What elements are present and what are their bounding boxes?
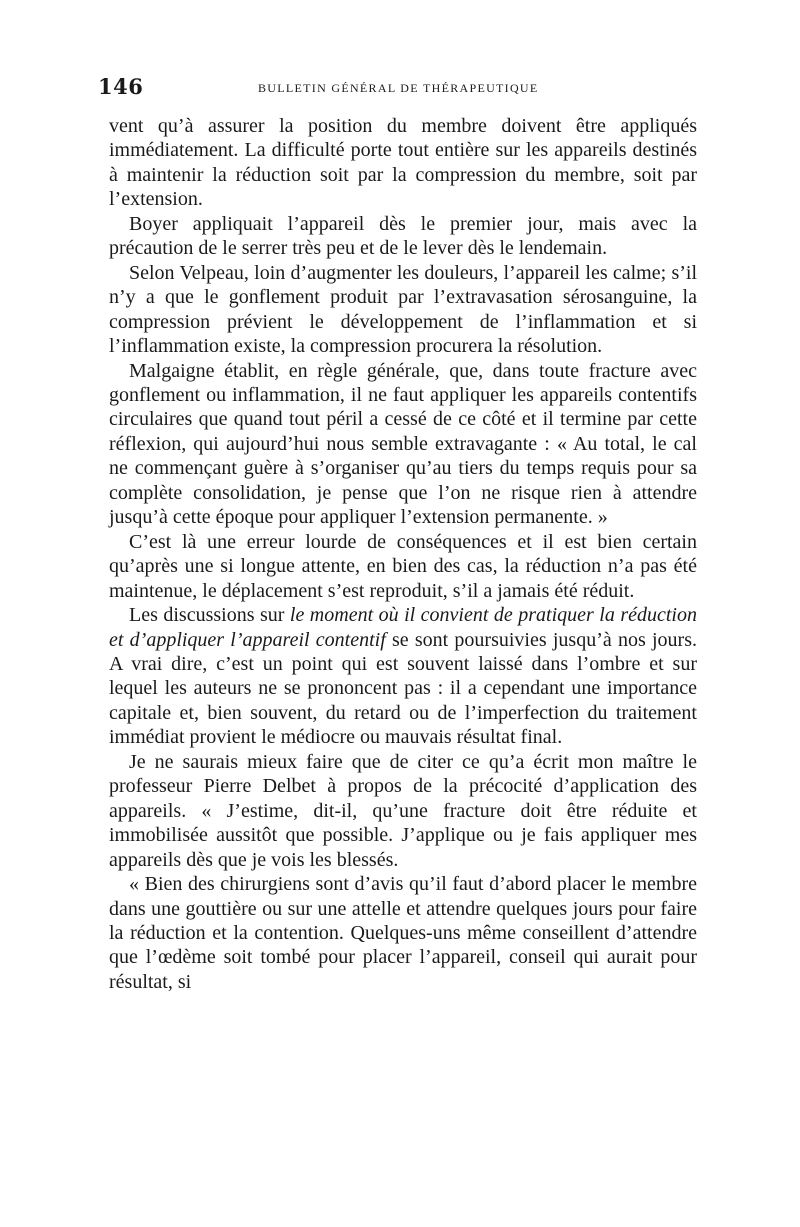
paragraph-malgaigne: Malgaigne établit, en règle générale, que, dans toute fracture avec gonflement ou inflammation, il ne faut appliquer les appareils contentifs circulaires que quand tout péril a cessé de ce côté et il termine par cette réflexion, qui aujourd’hui nous semble extravagante : « Au total, le cal ne commençant guère à s’organiser qu’au tiers du temps requis pour sa complète consolidation, je pense que l’on ne risque rien à attendre jusqu’à cette époque pour appliquer l’extension permanente. » bbox=[109, 359, 697, 529]
paragraph-delbet: Je ne saurais mieux faire que de citer ce qu’a écrit mon maître le professeur Pierre Delbet à propos de la précocité d’application des appareils. « J’estime, dit-il, qu’une fracture doit être réduite et immobilisée aussitôt que possible. J’applique ou je fais appliquer mes appareils dès que je vois les blessés. bbox=[109, 750, 697, 871]
paragraph-quote-chirurgiens: « Bien des chirurgiens sont d’avis qu’il faut d’abord placer le membre dans une gouttière ou sur une attelle et attendre quelques jours pour faire la réduction et la contention. Quelques-uns même conseillent d’attendre que l’œdème soit tombé pour placer l’appareil, conseil qui aurait pour résultat, si bbox=[109, 873, 697, 993]
paragraph-erreur: C’est là une erreur lourde de conséquences et il est bien certain qu’après une si longue attente, en bien des cas, la réduction n’a pas été maintenue, le déplacement s’est reproduit, s’il a jamais été réduit. bbox=[109, 530, 697, 602]
body-text bbox=[109, 114, 697, 994]
page-header bbox=[98, 74, 698, 104]
discussion-italic-phrase: le moment où il convient de pratiquer la réduction et d’appliquer l’appareil contentif bbox=[109, 604, 697, 651]
paragraph-continuation: vent qu’à assurer la position du membre doivent être appliqués immédiatement. La difficulté porte tout entière sur les appareils destinés à maintenir la réduction soit par la compression du membre, soit par l’extension. bbox=[109, 115, 697, 211]
paragraph-velpeau: Selon Velpeau, loin d’augmenter les douleurs, l’appareil les calme; s’il n’y a que le gonflement produit par l’extravasation sérosanguine, la compression prévient le développement de l’inflammation et si l’inflammation existe, la compression procurera la résolution. bbox=[109, 261, 697, 358]
paragraph-discussions bbox=[109, 603, 697, 750]
discussion-lead: Les discussions sur bbox=[129, 604, 290, 627]
page-number: 146 bbox=[98, 74, 144, 99]
paragraph-boyer: Boyer appliquait l’appareil dès le premier jour, mais avec la précaution de le serrer très peu et de le lever dès le lendemain. bbox=[109, 212, 697, 260]
discussion-rest: se sont poursuivies jusqu’à nos jours. A vrai dire, c’est un point qui est souvent laissé dans l’ombre et sur lequel les auteurs ne se prononcent pas : il a cependant une importance capitale et, bien souvent, du retard ou de l’imperfection du traitement immédiat provient le médiocre ou mauvais résultat final. bbox=[109, 628, 697, 749]
running-title: BULLETIN GÉNÉRAL DE THÉRAPEUTIQUE bbox=[258, 81, 539, 95]
